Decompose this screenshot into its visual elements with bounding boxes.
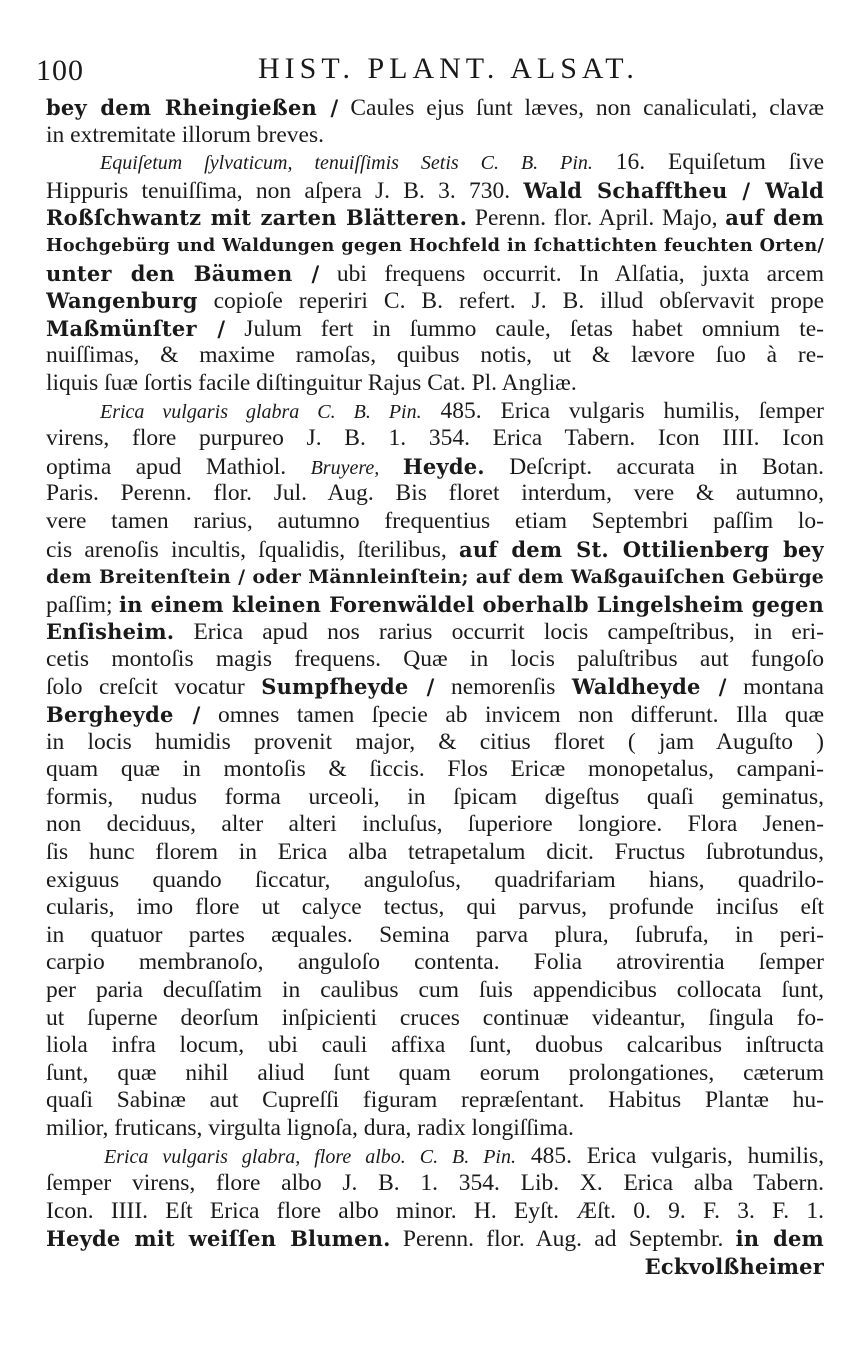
text-line: liola infra locum, ubi cauli affixa ſunt, duobus calcaribus inſtructa (46, 1032, 824, 1059)
text-line: dem Breitenſtein / oder Männleinſtein; auf dem Waßgauiſchen Gebürge (46, 566, 824, 589)
text-line: per paria decuſſatim in caulibus cum ſuis appendicibus collocata ſunt, (46, 977, 824, 1003)
text-line: ut ſuperne deorſum inſpicienti cruces continuæ videantur, ſingula fo- (46, 1004, 824, 1031)
running-title: HIST. PLANT. ALSAT. (258, 52, 639, 85)
text-line: ſunt, quæ nihil aliud ſunt quam eorum prolongationes, cæterum (46, 1059, 824, 1086)
text-line: Hippuris tenuiſſima, non aſpera J. B. 3. 730. Wald Schafftheu / Wald (46, 177, 824, 204)
text-line: Heyde mit weiſſen Blumen. Perenn. flor. Aug. ad Septembr. in dem (46, 1226, 824, 1253)
page-number: 100 (36, 54, 84, 87)
text-line: cis arenoſis incultis, ſqualidis, ſterilibus, auf dem St. Ottilienberg bey (46, 536, 824, 563)
text-line: carpio membranoſo, anguloſo contenta. Folia atrovirentia ſemper (46, 949, 824, 976)
text-line: ſis hunc florem in Erica alba tetrapetalum dicit. Fructus ſubrotundus, (46, 839, 824, 866)
text-line: paſſim; in einem kleinen Forenwäldel oberhalb Lingelsheim gegen (46, 591, 824, 618)
text-line: liquis ſuæ ſortis facile diſtinguitur Rajus Cat. Pl. Angliæ. (46, 369, 577, 396)
text-line: quam quæ in montoſis & ſiccis. Flos Ericæ monopetalus, campani- (46, 756, 824, 783)
text-line: nuiſſimas, & maxime ramoſas, quibus notis, ut & lævore ſuo à re- (46, 342, 824, 369)
text-line: Paris. Perenn. flor. Jul. Aug. Bis floret interdum, vere & autumno, (46, 480, 824, 507)
text-line: milior, fruticans, virgulta lignoſa, dura, radix longiſſima. (46, 1114, 574, 1141)
text-line: in locis humidis provenit major, & citius floret ( jam Auguſto ) (46, 728, 824, 755)
text-line: bey dem Rheingießen / Caules ejus ſunt læves, non canaliculati, clavæ (46, 95, 824, 121)
text-line: in extremitate illorum breves. (46, 121, 324, 148)
text-line: Equiſetum ſylvaticum, tenuiſſimis Setis C. B. Pin. 16. Equiſetum ſive (100, 149, 824, 176)
text-body (46, 94, 824, 1281)
catchword: Eckvolßheimer (644, 1253, 824, 1279)
text-line: cularis, imo flore ut calyce tectus, qui parvus, profunde inciſus eſt (46, 894, 824, 921)
text-line: Erica vulgaris glabra C. B. Pin. 485. Erica vulgaris humilis, ſemper (100, 397, 824, 424)
text-line: formis, nudus forma urceoli, in ſpicam digeſtus quaſi geminatus, (46, 783, 824, 810)
text-line: Enſisheim. Erica apud nos rarius occurrit locis campeſtribus, in eri- (46, 619, 824, 646)
text-line: Maßmünſter / Julum fert in ſummo caule, ſetas habet omnium te- (46, 315, 824, 342)
text-line: cetis montoſis magis frequens. Quæ in locis paluſtribus aut fungoſo (46, 645, 824, 672)
text-line: virens, flore purpureo J. B. 1. 354. Erica Tabern. Icon IIII. Icon (46, 425, 824, 452)
text-line: ſolo creſcit vocatur Sumpfheyde / nemorenſis Waldheyde / montana (46, 674, 824, 701)
text-line: in quatuor partes æquales. Semina parva plura, ſubrufa, in peri- (46, 921, 824, 948)
text-line: Hochgebürg und Waldungen gegen Hochfeld in ſchattichten feuchten Orten/ (46, 234, 824, 256)
text-line: ſemper virens, flore albo J. B. 1. 354. Lib. X. Erica alba Tabern. (46, 1170, 824, 1197)
page-header (36, 48, 826, 92)
text-line: non deciduus, alter alteri incluſus, ſuperiore longiore. Flora Jenen- (46, 811, 824, 838)
text-line: Icon. IIII. Eſt Erica flore albo minor. H. Eyſt. Æſt. 0. 9. F. 3. F. 1. (46, 1197, 824, 1224)
text-line: quaſi Sabinæ aut Cupreſſi figuram repræſentant. Habitus Plantæ hu- (46, 1087, 824, 1114)
text-line: Roßſchwantz mit zarten Blätteren. Perenn. flor. April. Majo, auf dem (46, 205, 824, 232)
text-line: optima apud Mathiol. Bruyere, Heyde. Deſcript. accurata in Botan. (46, 453, 824, 480)
text-line: Wangenburg copioſe reperiri C. B. refert. J. B. illud obſervavit prope (46, 288, 824, 315)
text-line: Bergheyde / omnes tamen ſpecie ab invicem non differunt. Illa quæ (46, 702, 824, 729)
text-line: vere tamen rarius, autumno frequentius etiam Septembri paſſim lo- (46, 507, 824, 534)
text-line: exiguus quando ſiccatur, anguloſus, quadrifariam hians, quadrilo- (46, 866, 824, 893)
text-line: unter den Bäumen / ubi frequens occurrit. In Alſatia, juxta arcem (46, 260, 824, 287)
text-line: Erica vulgaris glabra, flore albo. C. B. Pin. 485. Erica vulgaris, humilis, (104, 1142, 824, 1169)
